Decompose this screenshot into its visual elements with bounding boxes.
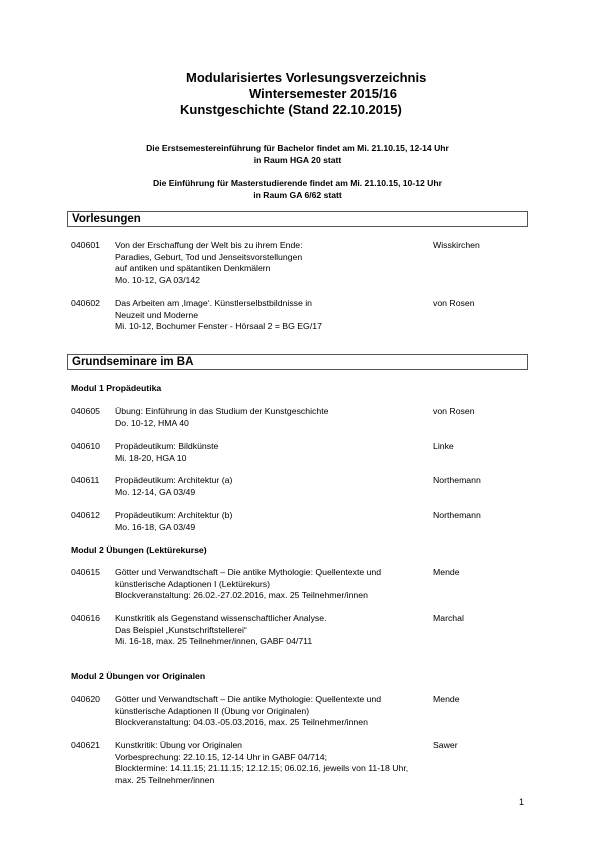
page-number: 1 (519, 797, 525, 807)
notice-master-line1: Die Einführung für Masterstudierende findet am Mi. 21.10.15, 10-12 Uhr (153, 178, 442, 188)
course-line: Mo. 10-12, GA 03/142 (115, 274, 200, 285)
course-number: 040610 (71, 441, 100, 451)
lecturer: Marchal (433, 613, 464, 623)
course-line: Kunstkritik: Übung vor Originalen (115, 740, 242, 750)
lecturer: Linke (433, 441, 454, 451)
section-vorlesungen-title: Vorlesungen (72, 213, 141, 225)
notice-bachelor-line2: in Raum HGA 20 statt (253, 155, 342, 165)
course-line: Vorbesprechung: 22.10.15, 12-14 Uhr in GABF 04/714; (115, 751, 328, 762)
course-line: Neuzeit und Moderne (115, 309, 199, 320)
course-number: 040611 (71, 475, 100, 485)
course-line: künstlerische Adaptionen II (Übung vor Originalen) (115, 705, 310, 716)
course-line: Götter und Verwandtschaft – Die antike Mythologie: Quellentexte und (115, 694, 382, 704)
course-line: Blockveranstaltung: 04.03.-05.03.2016, max. 25 Teilnehmer/innen (115, 717, 368, 727)
course-number: 040616 (71, 613, 100, 623)
course-line: Do. 10-12, HMA 40 (115, 417, 189, 428)
notice-bachelor-line1: Die Erstsemestereinführung für Bachelor findet am Mi. 21.10.15, 12-14 Uhr (146, 143, 449, 153)
course-line: Paradies, Geburt, Tod und Jenseitsvorstellungen (115, 251, 303, 262)
notice-bachelor (0, 142, 595, 166)
course-number: 040621 (71, 740, 100, 750)
course-line: Mi. 16-18, max. 25 Teilnehmer/innen, GABF 04/711 (115, 636, 313, 646)
course-number: 040615 (71, 567, 100, 577)
course-line: künstlerische Adaptionen I (Lektürekurs) (115, 578, 271, 589)
course-line: Mo. 12-14, GA 03/49 (115, 486, 196, 497)
lecturer: Sawer (433, 740, 458, 750)
course-number: 040620 (71, 694, 100, 704)
lecturer: Mende (433, 567, 460, 577)
course-line: auf antiken und spätantiken Denkmälern (115, 263, 271, 273)
course-line: Von der Erschaffung der Welt bis zu ihrem Ende: (115, 240, 303, 250)
title-line-1: Modularisiertes Vorlesungsverzeichnis (186, 70, 427, 85)
title-line-3: Kunstgeschichte (Stand 22.10.2015) (180, 102, 402, 117)
course-number: 040612 (71, 510, 100, 520)
lecturer: von Rosen (433, 298, 475, 308)
course-line: Mi. 10-12, Bochumer Fenster - Hörsaal 2 = BG EG/17 (115, 321, 322, 331)
section-vorlesungen (67, 211, 528, 227)
notice-master-line2: in Raum GA 6/62 statt (253, 190, 342, 200)
lecturer: Wisskirchen (433, 240, 480, 250)
course-line: Mi. 18-20, HGA 10 (115, 452, 187, 463)
course-number: 040602 (71, 298, 100, 308)
section-grundseminare-title: Grundseminare im BA (72, 356, 194, 368)
course-number: 040601 (71, 240, 100, 250)
section-grundseminare (67, 354, 528, 370)
modul-2-lektuere-heading: Modul 2 Übungen (Lektürekurse) (71, 545, 207, 555)
lecturer: Northemann (433, 475, 481, 485)
course-line: Das Beispiel „Kunstschriftstellerei“ (115, 624, 247, 635)
course-line: Kunstkritik als Gegenstand wissenschaftlicher Analyse. (115, 613, 327, 623)
modul-2-originale-heading: Modul 2 Übungen vor Originalen (71, 671, 206, 681)
course-line: max. 25 Teilnehmer/innen (115, 774, 215, 785)
title-line-2: Wintersemester 2015/16 (249, 86, 398, 101)
notice-master (0, 177, 595, 201)
modul-1-heading: Modul 1 Propädeutika (71, 383, 162, 393)
lecturer: Northemann (433, 510, 481, 520)
course-line: Das Arbeiten am ‚Image‘. Künstlerselbstbildnisse in (115, 298, 313, 308)
course-line: Propädeutikum: Architektur (a) (115, 475, 233, 485)
lecturer: Mende (433, 694, 460, 704)
course-line: Blocktermine: 14.11.15; 21.11.15; 12.12.15; 06.02.16, jeweils von 11-18 Uhr, (115, 763, 409, 773)
course-line: Mo. 16-18, GA 03/49 (115, 521, 196, 532)
course-line: Propädeutikum: Bildkünste (115, 441, 219, 451)
lecturer: von Rosen (433, 406, 475, 416)
course-line: Propädeutikum: Architektur (b) (115, 510, 233, 520)
course-line: Übung: Einführung in das Studium der Kunstgeschichte (115, 406, 329, 416)
course-line: Blockveranstaltung: 26.02.-27.02.2016, max. 25 Teilnehmer/innen (115, 590, 368, 600)
course-number: 040605 (71, 406, 100, 416)
course-line: Götter und Verwandtschaft – Die antike Mythologie: Quellentexte und (115, 567, 382, 577)
